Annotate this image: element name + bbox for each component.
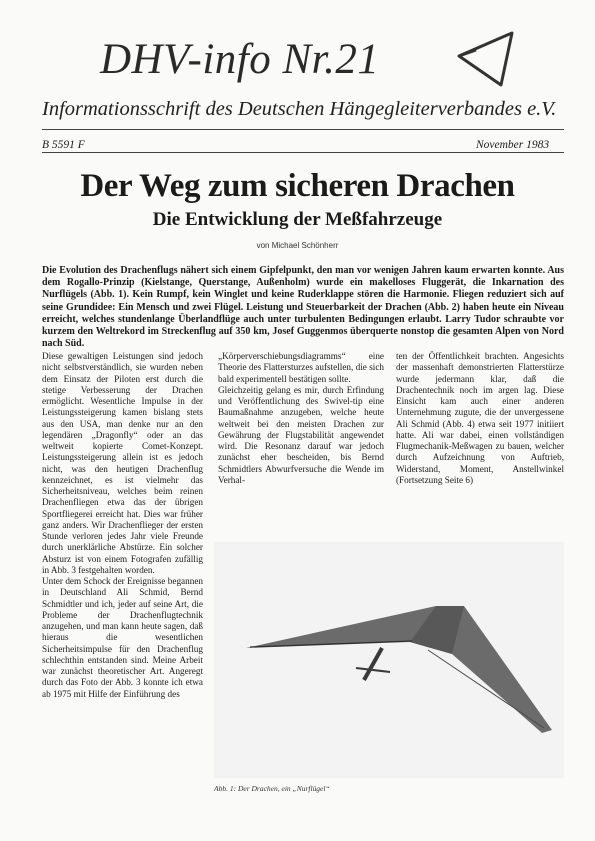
- article-column-3: ten der Öffentlichkeit brachten. Angesichts der massenhaft demonstrierten Flatterstürze wurde jedermann klar, daß die Drachentechnik noch im argen lag. Diese Einsicht kam auch einer anderen Unternehmung zugute, die der unvergessene Ali Schmid (Abb. 4) etwa seit 1977 initiiert hatte. Ali war dabei, einen vollständigen Flugmechanik-Meßwagen zu bauen, welcher durch Aufzeichnung von Auftrieb, Widerstand, Moment, Anstellwinkel (Fortsetzung Seite 6): [396, 351, 564, 485]
- masthead-rule-bottom: [42, 152, 564, 153]
- hang-glider-photo: [214, 542, 564, 778]
- article-subheadline: Die Entwicklung der Meßfahrzeuge: [152, 209, 443, 230]
- masthead-subtitle: Informationsschrift des Deutschen Hängegleiterverbandes e.V.: [42, 98, 557, 120]
- masthead-rule-top: [42, 129, 564, 130]
- article-byline: von Michael Schönherr: [256, 241, 339, 250]
- masthead-title: DHV-info Nr.21: [100, 36, 380, 83]
- photo-caption: Abb. 1: Der Drachen, ein „Nurflügel“: [214, 784, 330, 793]
- article-lead-paragraph: Die Evolution des Drachenflugs nähert sich einem Gipfelpunkt, den man vor wenigen Jahren kaum erwarten konnte. Aus dem Rogallo-Prinzip (Kielstange, Querstange, Außenholm) wurde ein makelloses Fluggerät, die Inkarnation des Nurflügels (Abb. 1). Kein Rumpf, kein Winglet und keine Ruderklappe stören die Harmonie. Fliegen reduziert sich auf seine Grundidee: Ein Mensch und zwei Flügel. Leistung und Steuerbarkeit der Drachen (Abb. 2) haben heute ein Niveau erreicht, welches stundenlange Überlandflüge auch unter turbulenten Bedingungen erlaubt. Larry Tudor schraubte vor kurzem den Weltrekord im Streckenflug auf 350 km, Josef Guggenmos überquerte nonstop die gesamten Alpen von Nord nach Süd.: [42, 265, 564, 350]
- issue-code: B 5591 F: [42, 139, 85, 151]
- issue-date: November 1983: [476, 139, 550, 151]
- article-column-1: Diese gewaltigen Leistungen sind jedoch nicht selbstverständlich, sie wurden neben dem Einsatz der Piloten erst durch die stetige Verbesserung der Drachen ermöglicht. Wesentliche Impulse in der Leistungssteigerung kamen bislang stets aus den USA, man denke nur an den legendären „Dragonfly“ oder an das weltweit kopierte Comet-Konzept. Leistungssteigerung allein ist es jedoch nicht, was den heutigen Drachenflug kennzeichnet, es ist vielmehr das Sicherheitsniveau, welches beim reinen Drachenfliegen etwa das der übrigen Sportfliegerei erreicht hat. Dies war früher ganz anders. Wir Drachenflieger der ersten Stunde verloren jedes Jahr viele Freunde durch unerklärliche Abstürze. Ein solcher Absturz ist von einem Fotografen zufällig in Abb. 3 festgehalten worden. Unter dem Schock der Ereignisse begannen in Deutschland Ali Schmid, Bernd Schmidtler und ich, jeder auf seine Art, die Probleme der Drachenflugtechnik anzugehen, und man kann heute sagen, daß hieraus die wesentlichen Sicherheitsimpulse für den Drachenflug schlechthin entstanden sind. Meine Arbeit war zunächst theoretischer Art. Angeregt durch das Foto der Abb. 3 konnte ich etwa ab 1975 mit Hilfe der Einführung des: [42, 351, 203, 699]
- article-column-2: „Körperverschiebungsdiagramms“ eine Theorie des Flattersturzes aufstellen, die sich bald experimentell bestätigen sollte. Gleichzeitig gelang es mir, durch Erfindung und Veröffentlichung des Swivel-tip eine Baumaßnahme anzugeben, welche heute weltweit bei den meisten Drachen zur Gewährung der Flugstabilität angewendet wird. Die Resonanz darauf war jedoch zunächst eher bescheiden, bis Bernd Schmidtlers Abwurfversuche die Wende im Verhal-: [218, 351, 384, 485]
- article-headline: Der Weg zum sicheren Drachen: [80, 168, 515, 204]
- hang-glider-logo-icon: [456, 30, 516, 88]
